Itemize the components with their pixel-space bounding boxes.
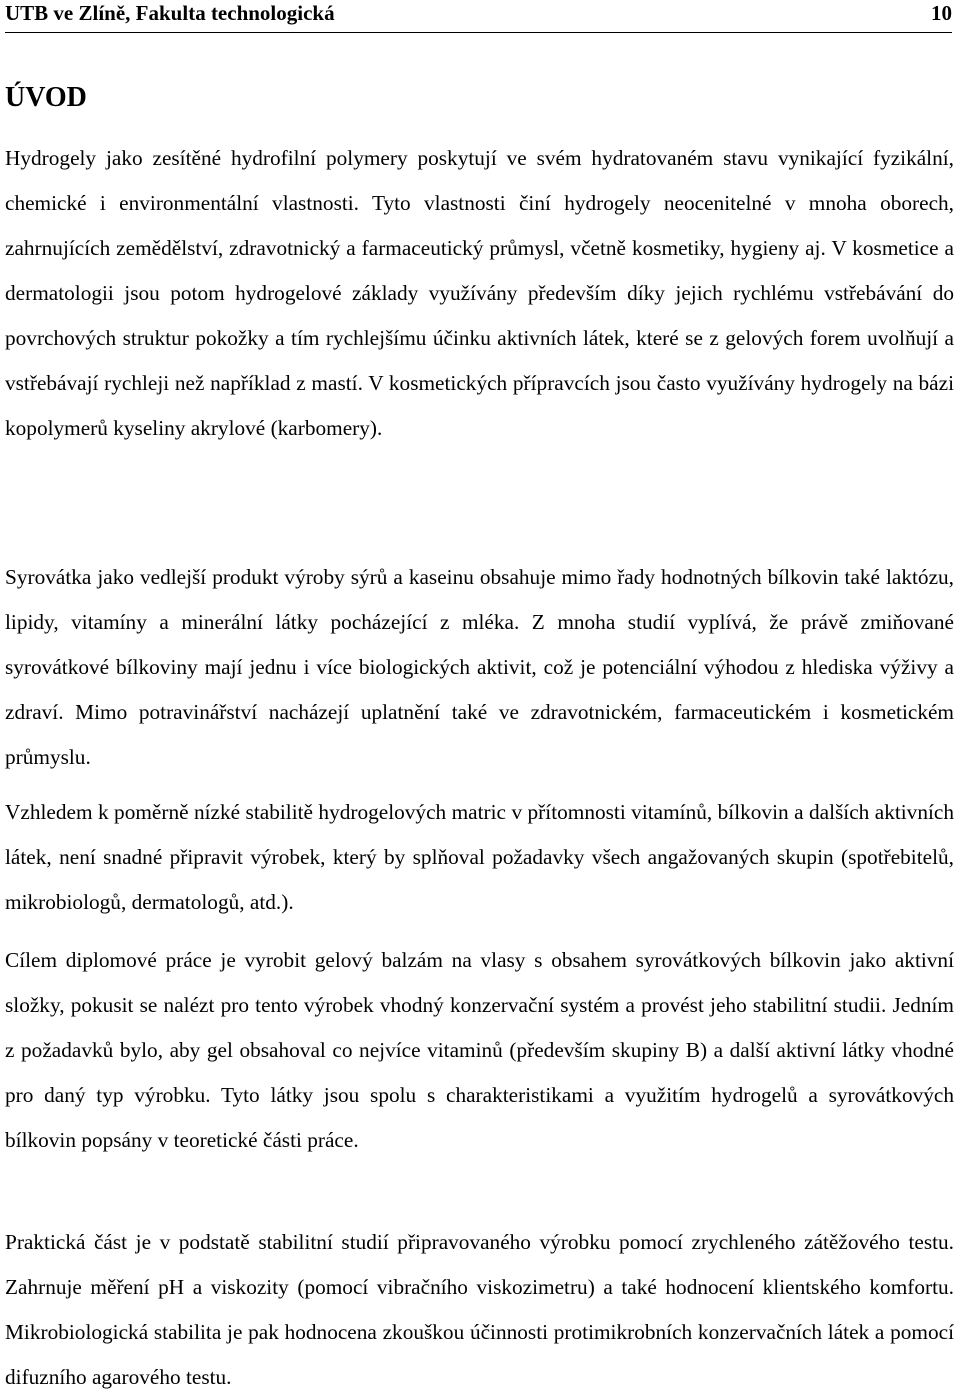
paragraph-practical-part: Praktická část je v podstatě stabilitní studií připravovaného výrobku pomocí zrychleného zátěžového testu. Zahrnuje měření pH a viskozity (pomocí vibračního viskozimetru) a také hodnocení klientského komfortu. Mikrobiologická stabilita je pak hodnocena zkouškou účinnosti protimikrobních konzervačních látek a pomocí difuzního agarového testu. xyxy=(5,1230,954,1389)
section-title: ÚVOD xyxy=(5,82,87,113)
paragraph-hydrogels: Hydrogely jako zesítěné hydrofilní polymery poskytují ve svém hydratovaném stavu vynikající fyzikální, chemické i environmentální vlastnosti. Tyto vlastnosti činí hydrogely neocenitelné v mnoha oborech, zahrnujících zemědělství, zdravotnický a farmaceutický průmysl, včetně kosmetiky, hygieny aj. V kosmetice a dermatologii jsou potom hydrogelové základy využívány především díky jejich rychlému vstřebávání do povrchových struktur pokožky a tím rychlejšímu účinku aktivních látek, které se z gelových forem uvolňují a vstřebávají rychleji než například z mastí. V kosmetických přípravcích jsou často využívány hydrogely na bázi kopolymerů kyseliny akrylové (karbomery). xyxy=(5,146,954,440)
header-page-number: 10 xyxy=(931,1,952,25)
header-institution: UTB ve Zlíně, Fakulta technologická xyxy=(5,1,335,25)
paragraph-stability: Vzhledem k poměrně nízké stabilitě hydrogelových matric v přítomnosti vitamínů, bílkovin a dalších aktivních látek, není snadné připravit výrobek, který by splňoval požadavky všech angažovaných skupin (spotřebitelů, mikrobiologů, dermatologů, atd.). xyxy=(5,800,954,914)
running-header xyxy=(5,0,952,33)
paragraph-thesis-goal: Cílem diplomové práce je vyrobit gelový balzám na vlasy s obsahem syrovátkových bílkovin jako aktivní složky, pokusit se nalézt pro tento výrobek vhodný konzervační systém a provést jeho stabilitní studii. Jedním z požadavků bylo, aby gel obsahoval co nejvíce vitaminů (především skupiny B) a další aktivní látky vhodné pro daný typ výrobku. Tyto látky jsou spolu s charakteristikami a využitím hydrogelů a syrovátkových bílkovin popsány v teoretické části práce. xyxy=(5,948,954,1152)
paragraph-whey: Syrovátka jako vedlejší produkt výroby sýrů a kaseinu obsahuje mimo řady hodnotných bílkovin také laktózu, lipidy, vitamíny a minerální látky pocházející z mléka. Z mnoha studií vyplívá, že právě zmiňované syrovátkové bílkoviny mají jednu i více biologických aktivit, což je potenciální výhodou z hlediska výživy a zdraví. Mimo potravinářství nacházejí uplatnění také ve zdravotnickém, farmaceutickém i kosmetickém průmyslu. xyxy=(5,565,954,769)
